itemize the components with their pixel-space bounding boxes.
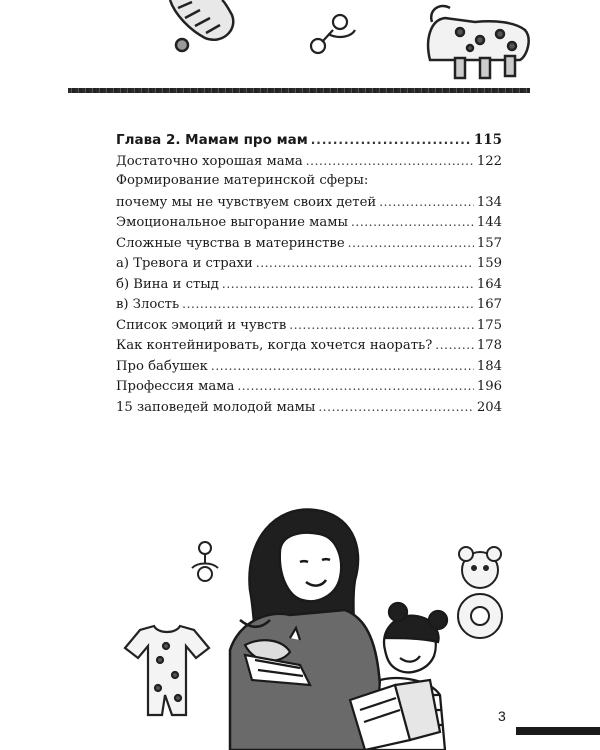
table-of-contents (116, 130, 502, 417)
mother-children-illustration (0, 470, 600, 750)
toc-entry-page: 157 (476, 235, 502, 251)
toc-entry (116, 192, 502, 213)
dot-leader (348, 233, 474, 255)
toc-entry-title: Как контейнировать, когда хочется наорать? (116, 338, 433, 353)
toc-entry-page: 159 (476, 256, 502, 271)
toc-entry-title: Про бабушек (116, 358, 208, 374)
top-illustrations (0, 0, 600, 90)
toc-entry (116, 233, 502, 254)
dot-leader (289, 315, 474, 337)
top-divider (68, 88, 530, 93)
toc-chapter-title: Глава 2. Мамам про мам (116, 132, 308, 148)
toc-entry (116, 274, 502, 295)
toc-entry-title: а) Тревога и страхи (116, 256, 253, 271)
page-number: 3 (498, 708, 506, 724)
toc-entry (116, 212, 502, 233)
toc-entry-title: Эмоциональное выгорание мамы (116, 215, 348, 230)
toc-entry-page: 134 (476, 194, 502, 210)
dot-leader (311, 130, 471, 151)
toc-entry (116, 315, 502, 336)
toc-entry (116, 376, 502, 397)
teddy-bear-icon (458, 547, 502, 638)
toc-entry-title: б) Вина и стыд (116, 276, 219, 292)
toc-entry-page: 175 (476, 317, 502, 333)
dot-leader (379, 192, 474, 214)
toc-entry-title: Сложные чувства в материнстве (116, 235, 345, 251)
toy-horse-icon (428, 6, 528, 78)
toc-entry-page: 196 (476, 379, 502, 394)
dot-leader (351, 212, 474, 234)
dot-leader (211, 356, 474, 378)
dot-leader (222, 274, 474, 296)
pacifier-icon (311, 15, 355, 53)
baby-sock-icon (170, 0, 233, 51)
toc-entry-title: Достаточно хорошая мама (116, 153, 303, 169)
toc-entry (116, 253, 502, 274)
dot-leader (318, 397, 474, 419)
toc-entry-title: почему мы не чувствуем своих детей (116, 194, 377, 210)
toc-chapter-page: 115 (473, 132, 502, 148)
toc-entry-title: Формирование материнской сферы: (116, 173, 369, 188)
toc-entry-page: 167 (476, 297, 502, 312)
dot-leader (306, 151, 474, 173)
dot-leader (256, 253, 474, 275)
toc-chapter-heading (116, 130, 502, 151)
toc-entry-page: 122 (476, 153, 502, 169)
dot-leader (435, 335, 474, 357)
toc-entry-page: 204 (476, 399, 502, 415)
toc-entry-title: в) Злость (116, 297, 180, 312)
baby-onesie-icon (125, 626, 209, 715)
toc-entry (116, 335, 502, 356)
dot-leader (182, 294, 474, 316)
pacifier-icon (192, 542, 218, 581)
toc-entry-page: 178 (476, 338, 502, 353)
toc-entry-title: 15 заповедей молодой мамы (116, 399, 316, 415)
toc-entry (116, 356, 502, 377)
toc-entry-page: 164 (476, 276, 502, 292)
toc-entry (116, 397, 502, 418)
dot-leader (237, 376, 474, 398)
toc-entry-page: 184 (476, 358, 502, 374)
toc-entry-title: Список эмоций и чувств (116, 317, 287, 333)
page-number-bar (516, 727, 600, 735)
toc-entry (116, 151, 502, 172)
toc-entry-page: 144 (476, 215, 502, 230)
toc-entry (116, 171, 502, 192)
toc-entry-title: Профессия мама (116, 379, 235, 394)
toc-entry (116, 294, 502, 315)
